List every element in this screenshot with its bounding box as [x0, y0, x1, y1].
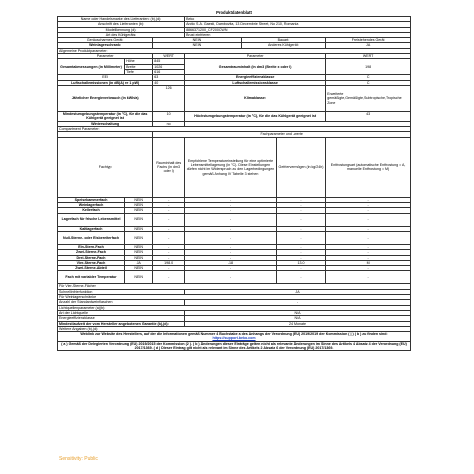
eei-label: EEI — [58, 75, 153, 80]
supplier-address-value: Arctic S.A. Gaesti, Dambovita, 13 Decembrie Street, No 210, Romania — [185, 22, 411, 27]
quiet-label: Geräuscharmes Gerät: — [58, 38, 153, 43]
compartment-defrost: - — [326, 226, 411, 231]
compartment-freeze-capacity: - — [276, 231, 325, 244]
info-label: Weitere Angaben (b),(d): — [58, 326, 411, 331]
compartment-temperature: - — [185, 255, 277, 260]
depth-value: 616 — [153, 69, 185, 74]
compartment-temperature: -18 — [185, 260, 277, 265]
compartment-volume: - — [153, 271, 185, 284]
compartment-volume: - — [153, 244, 185, 249]
compartment-volume: - — [153, 203, 185, 208]
build-label: Bauart: — [241, 38, 326, 43]
compartment-present: NEIN — [125, 250, 153, 255]
annual-energy-row — [58, 85, 411, 111]
compartment-present: NEIN — [125, 271, 153, 284]
compartment-temperature: - — [185, 250, 277, 255]
noise-value: 40 — [153, 80, 185, 85]
build-value: Freistehendes Gerät — [326, 38, 411, 43]
compartment-volume: - — [153, 231, 185, 244]
compartment-defrost: - — [326, 208, 411, 213]
compartment-present: NEIN — [125, 244, 153, 249]
compartment-freeze-capacity: - — [276, 213, 325, 226]
notes-row — [58, 341, 411, 351]
weblink-text: Weblink zur Website des Herstellers, auf der die Informationen gemäß Nummer 4 Buchstabe a des Anhangs der Verordnung (EU) 2019/2019 der Kommission ( | ) ( b ) zu finden sind: — [80, 332, 388, 337]
bottles-value: - — [185, 300, 411, 305]
notes-text: ( a ) Gemäß der Delegierten Verordnung (EU) 2019/2015 der Kommission (2 ). ( b ) Änderungen dieser Einträge gelten nicht als relevante Änderungen im Sinne des Artikels 4 Absatz 4 der Verordnung (EU) 2017/1369. ( d ) Dieser Eintrag gilt nicht als relevant im Sinne des Artikels 2 Absatz 6 der Verordnung (EU) 2017/1369. — [58, 341, 411, 351]
compartment-row — [58, 231, 411, 244]
width-value: 1026 — [153, 64, 185, 69]
compartment-defrost: - — [326, 203, 411, 208]
compartment-present: NEIN — [125, 231, 153, 244]
light-type-value: N/A — [185, 310, 411, 315]
annual-energy-value: 126 — [153, 85, 185, 111]
noise-class-value: C — [326, 80, 411, 85]
supplier-name-label: Name oder Handelsmarke des Lieferanten: (b),(d): — [58, 17, 185, 22]
climate-label: Klimaklasse: — [185, 85, 326, 111]
compartment-present: NEIN — [125, 266, 153, 271]
compartment-freeze-capacity: - — [276, 208, 325, 213]
depth-label: Tiefe — [125, 69, 153, 74]
compartment-name: Weinlagerfach — [58, 203, 125, 208]
compartment-freeze-capacity: - — [276, 255, 325, 260]
volume-value: 198 — [326, 59, 411, 75]
sheet-title: Produktdatenblatt — [216, 10, 252, 15]
annual-energy-label: Jährlicher Energieverbrauch (in kWh/a) — [58, 85, 153, 111]
appliance-type-label: Art des Kühlgeräts: — [58, 32, 185, 37]
other-label: Anderes Kühlgerät: — [241, 43, 326, 48]
compartment-header-row — [58, 137, 411, 197]
compartment-name: Null-Sterne- oder Eisbereiterfach — [58, 231, 125, 244]
compartment-temperature: - — [185, 197, 277, 202]
noise-class-label: Luftschallemissionsklasse — [185, 80, 326, 85]
compartment-freeze-capacity: - — [276, 266, 325, 271]
compartment-name: Lagerfach für frische Lebensmittel — [58, 213, 125, 226]
energy-class-value: C — [326, 75, 411, 80]
compartment-freeze-capacity: - — [276, 203, 325, 208]
warranty-label: Mindestlaufzeit der vom Hersteller angebotenen Garantie (b),(d): — [58, 321, 185, 326]
compartment-volume: - — [153, 197, 185, 202]
dimensions-label: Gesamtabmessungen (in Millimeter) — [58, 59, 125, 75]
compartment-present: NEIN — [125, 197, 153, 202]
climate-value: Erweiterte gemäßigte,Gemäßigte,Subtropische,Tropische Zone — [326, 85, 411, 111]
compartment-freeze-capacity: - — [276, 244, 325, 249]
compartment-temperature: - — [185, 213, 277, 226]
light-section-title: Lichtquellenparameter (a)(b): — [58, 305, 411, 310]
compartment-temperature: - — [185, 271, 277, 284]
compartment-volume: - — [153, 213, 185, 226]
wine-label: Weinlagerschrank: — [58, 43, 153, 48]
noise-label: Luftschallemissionen (in dB(A) re 1 pW) — [58, 80, 153, 85]
compartment-temperature: - — [185, 208, 277, 213]
param-header: Parameter — [58, 54, 153, 59]
height-row — [58, 59, 411, 64]
compartment-name: Vier-Sterne-Fach — [58, 260, 125, 265]
compartment-defrost: - — [326, 255, 411, 260]
compartment-temperature: - — [185, 226, 277, 231]
other-value: JA — [326, 43, 411, 48]
winter-value: no — [153, 121, 185, 126]
defrost-col-header: Entfrostungsart (automatische Entfrostung = A, manuelle Entfrostung = M) — [326, 137, 411, 197]
compartment-temperature: - — [185, 231, 277, 244]
min-ambient-value: 10 — [153, 111, 185, 121]
compartment-volume: - — [153, 255, 185, 260]
volume-label: Gesamtrauminhalt (in dm3 (Breite x oder l) — [185, 59, 326, 75]
quick-freeze-value: JA — [185, 289, 411, 294]
compartment-defrost: - — [326, 244, 411, 249]
compartment-volume: - — [153, 226, 185, 231]
general-section-title: Allgemeine Produktparameter: — [58, 48, 411, 53]
width-label: Breite — [125, 64, 153, 69]
temp-col-header: Empfohlene Temperatureinstellung für eine optimierte Lebensmittellagerung (in °C). Diese Einstellungen dürfen nicht im Widerspruch zu den Lagerbedingungen gemäß Anhang IV Tabelle 3 stehen — [185, 137, 277, 197]
compartment-defrost: - — [326, 231, 411, 244]
compartment-name: Speisekammerfach — [58, 197, 125, 202]
compartment-temperature: - — [185, 266, 277, 271]
compartment-group-header: Fachparameter und -werte — [153, 132, 411, 137]
compartment-freeze-capacity: - — [276, 250, 325, 255]
height-value: 845 — [153, 59, 185, 64]
compartment-present: NEIN — [125, 226, 153, 231]
value-header: WERT — [153, 54, 185, 59]
volume-col-header: Rauminhalt des Fachs (in dm3 oder l) — [153, 137, 185, 197]
value-header-2: WERT — [326, 54, 411, 59]
bottles-label: Anzahl der Standardweinflaschen — [58, 300, 185, 305]
fachtyp-header: Fachtyp — [58, 137, 153, 197]
compartment-freeze-capacity: 13.0 — [276, 260, 325, 265]
compartment-defrost: - — [326, 213, 411, 226]
compartment-volume: - — [153, 208, 185, 213]
model-value: 8866371200_CF200CWN — [185, 27, 411, 32]
compartment-freeze-capacity: - — [276, 226, 325, 231]
wine-value: NEIN — [153, 43, 241, 48]
compartment-present: NEIN — [125, 213, 153, 226]
compartment-defrost: - — [326, 197, 411, 202]
compartment-name: Kellerfach — [58, 208, 125, 213]
param-header-2: Parameter — [185, 54, 326, 59]
compartment-volume: 198.0 — [153, 260, 185, 265]
height-label: Höhe — [125, 59, 153, 64]
compartment-volume: - — [153, 250, 185, 255]
light-class-value: N/A — [185, 316, 411, 321]
winter-label: Winterschaltung — [58, 121, 153, 126]
compartment-present: NEIN — [125, 255, 153, 260]
compartment-defrost: - — [326, 250, 411, 255]
compartment-name: Drei-Sterne-Fach — [58, 255, 125, 260]
light-class-label: Energieeffizienzklasse — [58, 316, 185, 321]
compartment-freeze-capacity: - — [276, 197, 325, 202]
data-table — [57, 16, 411, 351]
light-type-label: Art der Lichtquelle — [58, 310, 185, 315]
compartment-row — [58, 213, 411, 226]
quick-freeze-label: Schnellinfrierfunktion — [58, 289, 185, 294]
compartment-present: NEIN — [125, 208, 153, 213]
freeze-col-header: Gefriervermögen (in kg/24h) — [276, 137, 325, 197]
supplier-name-value: Beko — [185, 17, 411, 22]
ambient-temp-row — [58, 111, 411, 121]
compartment-freeze-capacity: - — [276, 271, 325, 284]
weblink-cell — [58, 332, 411, 342]
compartment-defrost: M — [326, 260, 411, 265]
compartment-present: JA — [125, 260, 153, 265]
wine-section-title: Für Weinlagerschränke — [58, 295, 411, 300]
compartment-temperature: - — [185, 203, 277, 208]
compartment-temperature: - — [185, 244, 277, 249]
compartment-defrost: - — [326, 266, 411, 271]
compartment-name: Zwei-Sterne-Fach — [58, 250, 125, 255]
quiet-value: NEIN — [153, 38, 241, 43]
model-label: Modellkennung (d): — [58, 27, 185, 32]
eei-value: 63 — [153, 75, 185, 80]
compartment-volume: - — [153, 266, 185, 271]
compartment-section-title: Compartment Parameter: — [58, 127, 411, 132]
energy-class-label: Energieeffizienzklasse — [185, 75, 326, 80]
support-link[interactable]: https://support.beko.com — [212, 336, 256, 341]
sensitivity-label: Sensitivity: Public — [59, 456, 98, 462]
compartment-present: NEIN — [125, 203, 153, 208]
compartment-rows — [58, 197, 411, 284]
compartment-row — [58, 271, 411, 284]
four-star-section-title: Für Vier-Sterne-Fächer — [58, 284, 411, 289]
compartment-name: Zwei-Sterne-Abteil — [58, 266, 125, 271]
max-ambient-value: 43 — [326, 111, 411, 121]
supplier-address-label: Anschrift des Lieferanten (b): — [58, 22, 185, 27]
weblink-row — [58, 332, 411, 342]
compartment-defrost: - — [326, 271, 411, 284]
compartment-name: Fach mit variabler Temperatur — [58, 271, 125, 284]
min-ambient-label: Mindestumgebungstemperatur (in °C), für die das Kühlgerät geeignet ist — [58, 111, 153, 121]
compartment-name: Kaltlagerfach — [58, 226, 125, 231]
warranty-value: 24 Monate — [185, 321, 411, 326]
compartment-name: Ein-Stern-Fach — [58, 244, 125, 249]
appliance-type-value: Brust einfrieren — [185, 32, 411, 37]
max-ambient-label: Höchstumgebungstemperatur (in °C), für die das Kühlgerät geeignet ist — [185, 111, 326, 121]
product-data-sheet — [57, 9, 411, 351]
